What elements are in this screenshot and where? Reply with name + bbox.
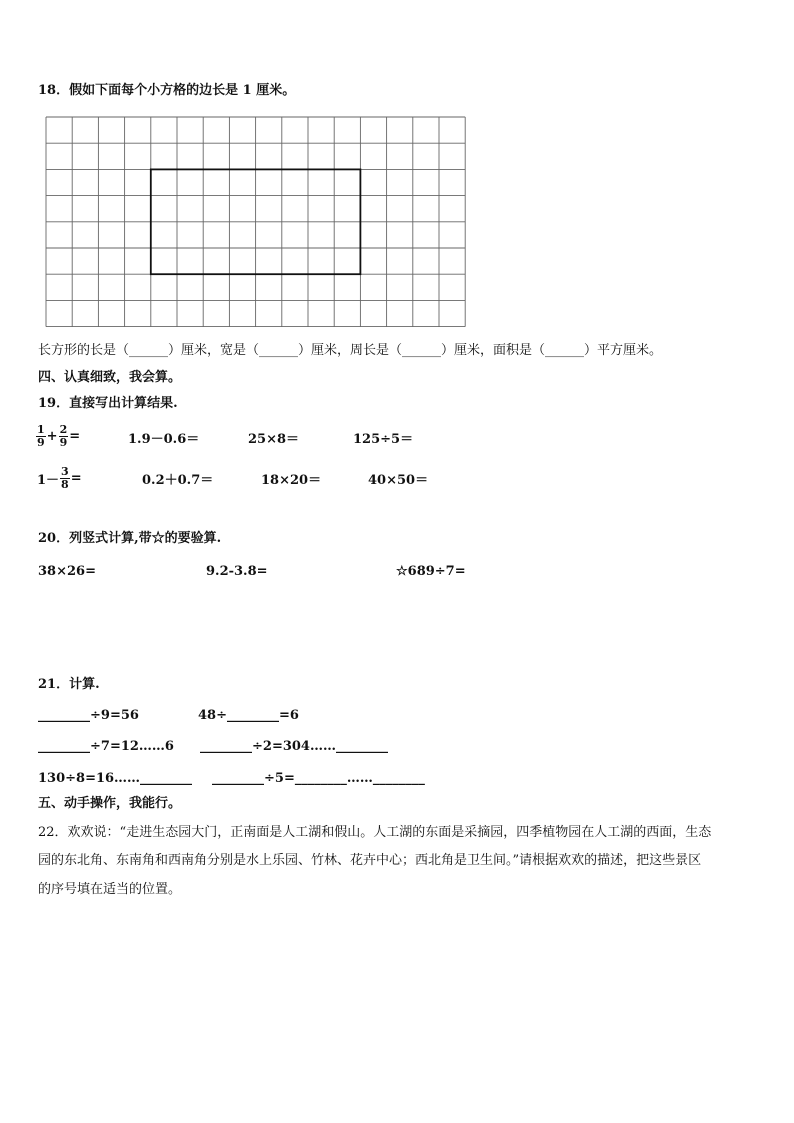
one-minus: 1－ [37, 473, 60, 488]
section-5-heading: 五、动手操作，我能行。 [38, 796, 182, 811]
fraction-numerator: 1 [37, 423, 45, 436]
q21-blank-expr: ________÷2=304……________ [200, 739, 388, 754]
fraction-numerator: 2 [59, 423, 68, 436]
q19-expr: 0.2＋0.7＝ [142, 473, 214, 488]
q19-expr: 18×20＝ [261, 473, 322, 488]
fraction-denominator: 9 [59, 436, 68, 449]
fraction-denominator: 9 [37, 436, 45, 449]
q19-expr: 1.9－0.6＝ [128, 432, 200, 447]
equals-sign: = [70, 471, 82, 486]
q19-expr: 25×8＝ [248, 432, 300, 447]
q19-expr-fraction-sum [36, 424, 81, 449]
q19-expr-one-minus-fraction [36, 466, 83, 491]
q18-answer-line: 长方形的长是（______）厘米，宽是（______）厘米，周长是（______）厘米，面积是（______）平方厘米。 [38, 343, 663, 358]
plus-sign: + [46, 429, 58, 444]
q21-blank-expr: 48÷________=6 [198, 708, 299, 723]
q19-title: 19．直接写出计算结果. [38, 396, 178, 411]
fraction-1-9 [36, 424, 46, 449]
q20-title: 20．列竖式计算,带☆的要验算. [38, 531, 222, 546]
q21-blank-expr: 130÷8=16……________ [38, 771, 193, 786]
fraction-numerator: 3 [61, 465, 69, 478]
q19-expr: 125÷5＝ [353, 432, 414, 447]
q21-title: 21．计算. [38, 677, 100, 692]
q21-blank-expr: ________÷7=12……6 [38, 739, 174, 754]
fraction-2-9 [59, 424, 69, 449]
section-4-heading: 四、认真细致，我会算。 [38, 370, 182, 385]
q20-expr: 38×26= [38, 564, 96, 579]
q22-text-line: 的序号填在适当的位置。 [38, 882, 182, 897]
square-grid-figure [45, 116, 469, 328]
equals-sign: = [69, 429, 81, 444]
q20-expr: 9.2-3.8= [206, 564, 268, 579]
q18-title: 18．假如下面每个小方格的边长是 1 厘米。 [38, 83, 296, 98]
q19-expr: 40×50＝ [368, 473, 429, 488]
q22-text-line: 园的东北角、东南角和西南角分别是水上乐园、竹林、花卉中心；西北角是卫生间。”请根据欢欢的描述，把这些景区 [38, 853, 702, 868]
q21-blank-expr: ________÷9=56 [38, 708, 139, 723]
fraction-denominator: 8 [61, 478, 69, 491]
q20-expr-with-check: ☆689÷7= [396, 564, 466, 579]
fraction-3-8 [60, 466, 70, 491]
q21-blank-expr: ________÷5=________……________ [212, 771, 425, 786]
q22-text-line: 22．欢欢说：“走进生态园大门，正南面是人工湖和假山。人工湖的东面是采摘园，四季植物园在人工湖的西面，生态 [38, 825, 712, 840]
